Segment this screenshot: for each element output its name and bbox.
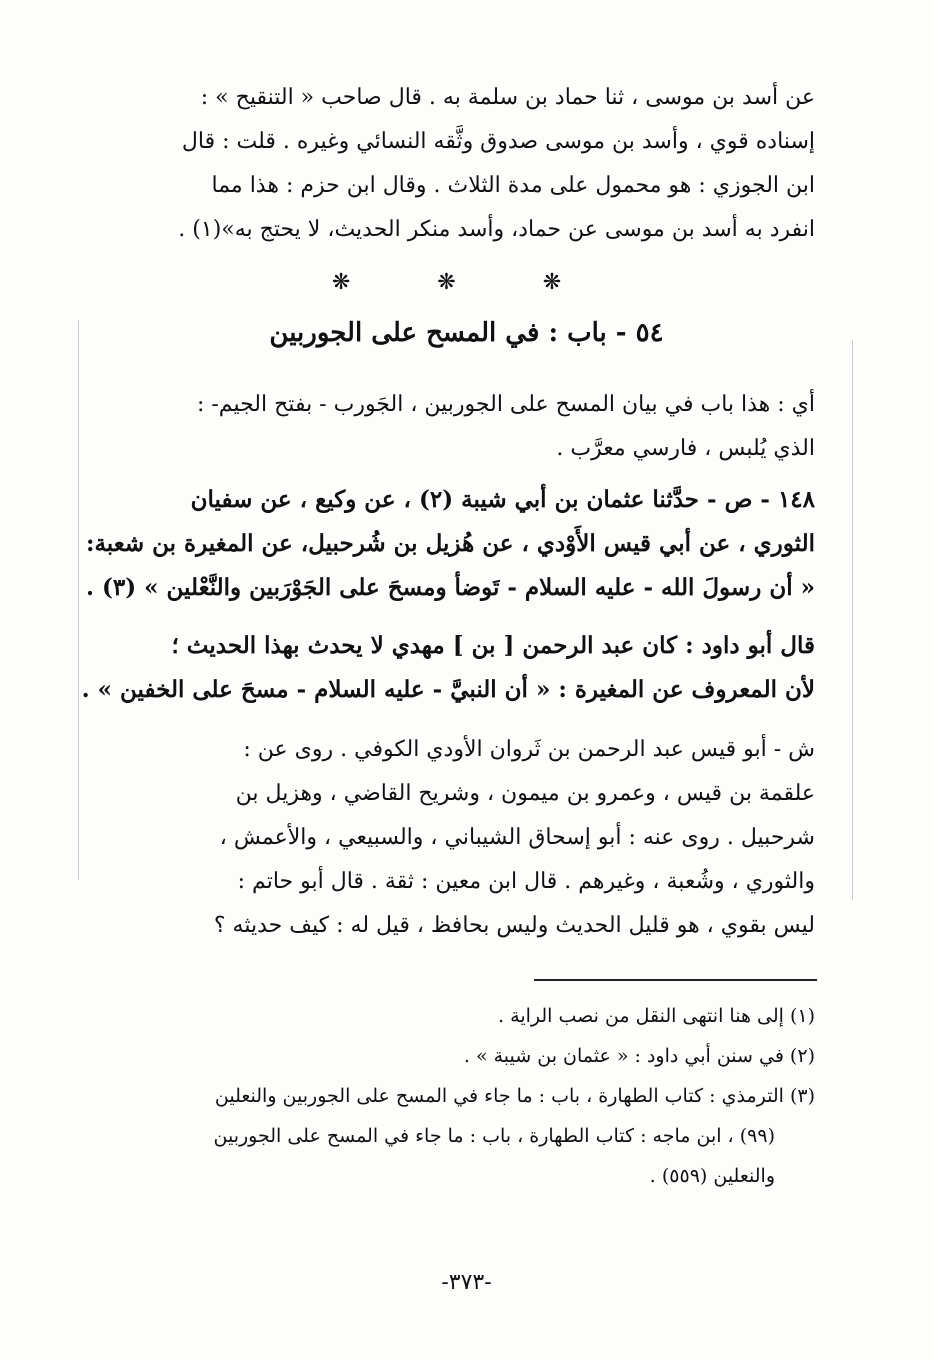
page-number: -٣٧٣- <box>441 1270 492 1295</box>
text-line: قال أبو داود : كان عبد الرحمن [ بن ] مهدي لا يحدث بهذا الحديث ؛ <box>171 632 815 659</box>
top-paragraph <box>120 76 815 252</box>
abu-dawud-note <box>81 624 815 712</box>
text-line: والثوري ، وشُعبة ، وغيرهم . قال ابن معين : ثقة . قال أبو حاتم : <box>237 869 815 894</box>
text-line: ابن الجوزي : هو محمول على مدة الثلاث . وقال ابن حزم : هذا مما <box>211 173 815 198</box>
chapter-heading: ٥٤ - باب : في المسح على الجوربين <box>269 318 664 348</box>
scan-edge-mark <box>852 340 853 900</box>
text-line: لأن المعروف عن المغيرة : « أن النبيَّ - عليه السلام - مسحَ على الخفين » . <box>81 676 815 703</box>
text-line: ش - أبو قيس عبد الرحمن بن ثَروان الأودي الكوفي . روى عن : <box>243 737 815 762</box>
text-line: علقمة بن قيس ، وعمرو بن ميمون ، وشريح القاضي ، وهزيل بن <box>235 781 815 806</box>
text-line: « أن رسولَ الله - عليه السلام - تَوضأ ومسحَ على الجَوْرَبين والنَّعْلين » (٣) . <box>86 574 815 601</box>
text-line: شرحبيل . روى عنه : أبو إسحاق الشيباني ، والسبيعي ، والأعمش ، <box>219 825 815 850</box>
footnote-divider <box>534 979 817 981</box>
footnote-line: (٩٩) ، ابن ماجه : كتاب الطهارة ، باب : ما جاء في المسح على الجوربين <box>213 1125 775 1147</box>
hadith-text <box>85 478 815 610</box>
text-line: أي : هذا باب في بيان المسح على الجوربين ، الجَورب - بفتح الجيم- : <box>196 392 815 417</box>
section-separator: ❋ ❋ ❋ <box>331 270 602 295</box>
footnote-line: (١) إلى هنا انتهى النقل من نصب الراية . <box>498 1005 815 1027</box>
commentary-paragraph <box>120 728 815 948</box>
footnote-line: (٣) الترمذي : كتاب الطهارة ، باب : ما جاء في المسح على الجوربين والنعلين <box>214 1085 815 1107</box>
text-line: إسناده قوي ، وأسد بن موسى صدوق وثَّقه النسائي وغيره . قلت : قال <box>181 129 815 154</box>
footnote-line: (٢) في سنن أبي داود : « عثمان بن شيبة » . <box>463 1045 815 1067</box>
text-line: انفرد به أسد بن موسى عن حماد، وأسد منكر الحديث، لا يحتج به»(١) . <box>178 217 815 242</box>
text-line: ١٤٨ - ص - حدَّثنا عثمان بن أبي شيبة (٢) ، عن وكيع ، عن سفيان <box>190 486 815 513</box>
explanation-paragraph <box>120 383 815 471</box>
text-line: الثوري ، عن أبي قيس الأَوْدي ، عن هُزيل بن شُرحبيل، عن المغيرة بن شعبة: <box>85 530 815 557</box>
footnotes <box>120 996 815 1196</box>
text-line: ليس بقوي ، هو قليل الحديث وليس بحافظ ، قيل له : كيف حديثه ؟ <box>213 913 815 938</box>
scan-edge-mark <box>78 320 79 880</box>
text-line: الذي يُلبس ، فارسي معرَّب . <box>556 436 815 461</box>
footnote-line: والنعلين (٥٥٩) . <box>649 1165 775 1187</box>
text-line: عن أسد بن موسى ، ثنا حماد بن سلمة به . قال صاحب « التنقيح » : <box>200 85 815 110</box>
